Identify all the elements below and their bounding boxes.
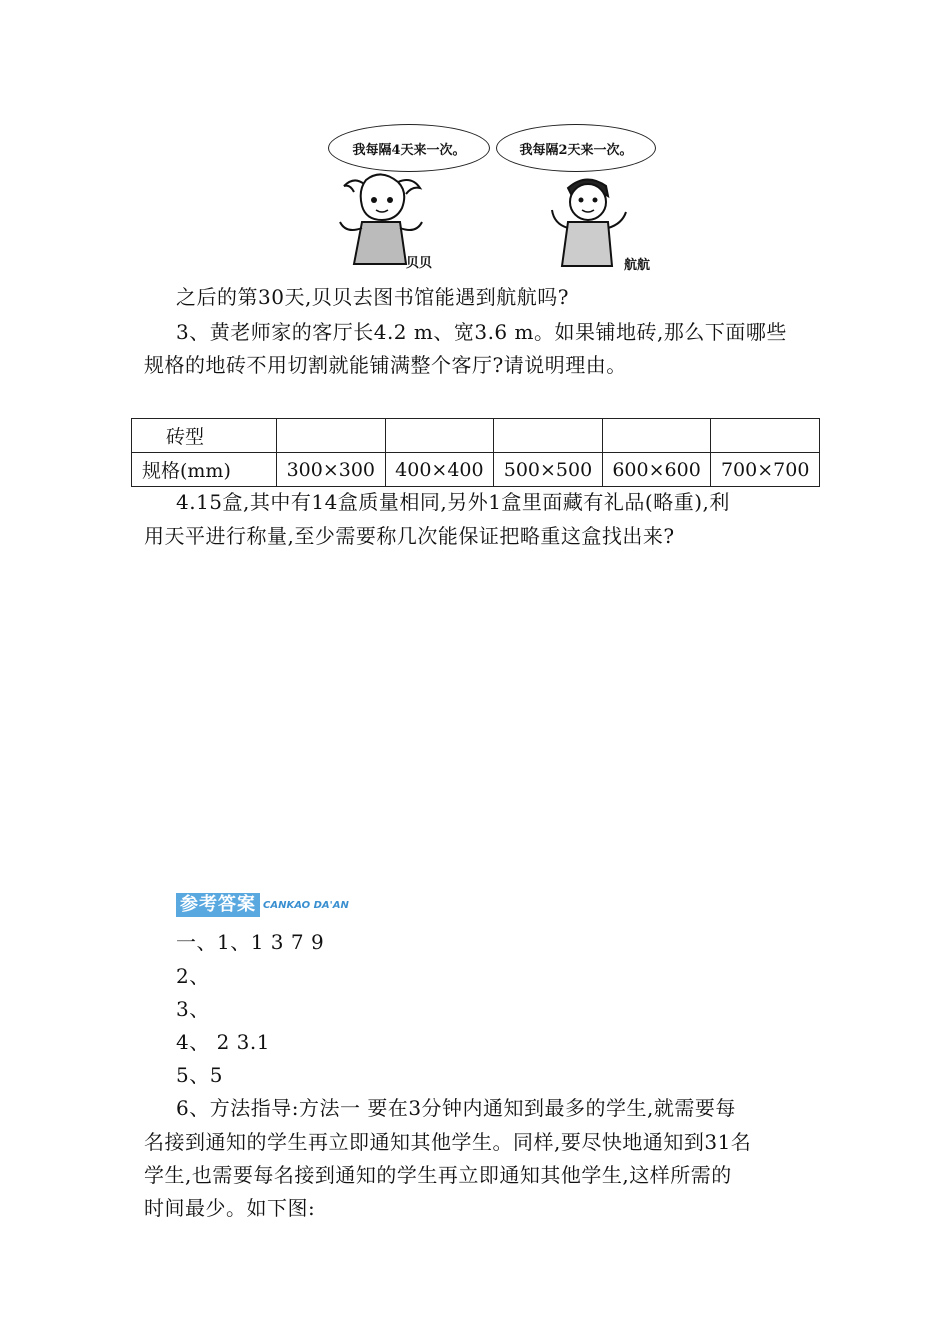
tile-type-label: 砖型 [166,426,205,448]
question-2-text: 之后的第30天,贝贝去图书馆能遇到航航吗? [176,285,570,309]
table-cell: 300×300 [277,453,386,487]
answer-1: 一、1、1 3 7 9 [176,930,325,954]
answer-3: 3、 [176,997,210,1021]
answer-5: 5、5 [176,1063,223,1087]
answer-6-line3: 学生,也需要每名接到通知的学生再立即通知其他学生,这样所需的 [144,1163,732,1187]
boy-speech-bubble [496,124,656,172]
table-cell: 500×500 [494,453,603,487]
answer-2: 2、 [176,964,210,988]
row-header-tile-type [132,419,277,453]
table-cell [602,419,711,453]
illustration [326,120,656,272]
boy-figure [546,174,630,270]
answer-6-line1: 6、方法指导:方法一 要在3分钟内通知到最多的学生,就需要每 [176,1096,736,1120]
answer-title: 参考答案 [176,893,260,917]
answer-6-line4: 时间最少。如下图: [144,1196,316,1220]
question-3-line1: 3、黄老师家的客厅长4.2 m、宽3.6 m。如果铺地砖,那么下面哪些 [176,320,787,344]
table-row [132,453,820,487]
table-cell: 600×600 [602,453,711,487]
question-4-line1: 4.15盒,其中有14盒质量相同,另外1盒里面藏有礼品(略重),利 [176,490,730,514]
table-cell: 700×700 [711,453,820,487]
table-cell [711,419,820,453]
answer-6-line2: 名接到通知的学生再立即通知其他学生。同样,要尽快地通知到31名 [144,1130,752,1154]
girl-speech-text: 我每隔4天来一次。 [352,142,466,158]
table-cell [385,419,494,453]
spec-label: 规格(mm) [142,460,231,482]
table-cell [494,419,603,453]
boy-name: 航航 [624,258,651,273]
girl-speech-bubble [328,124,490,172]
answer-4: 4、 2 3.1 [176,1030,270,1054]
answer-header [176,893,349,917]
question-3-line2: 规格的地砖不用切割就能铺满整个客厅?请说明理由。 [144,353,627,377]
girl-name: 贝贝 [406,256,433,271]
question-4-line2: 用天平进行称量,至少需要称几次能保证把略重这盒找出来? [144,524,675,548]
tile-spec-table [131,418,820,487]
boy-speech-text: 我每隔2天来一次。 [519,142,633,158]
table-cell [277,419,386,453]
row-header-spec [132,453,277,487]
answer-subtitle: CANKAO DA'AN [263,899,349,911]
table-cell: 400×400 [385,453,494,487]
table-row [132,419,820,453]
